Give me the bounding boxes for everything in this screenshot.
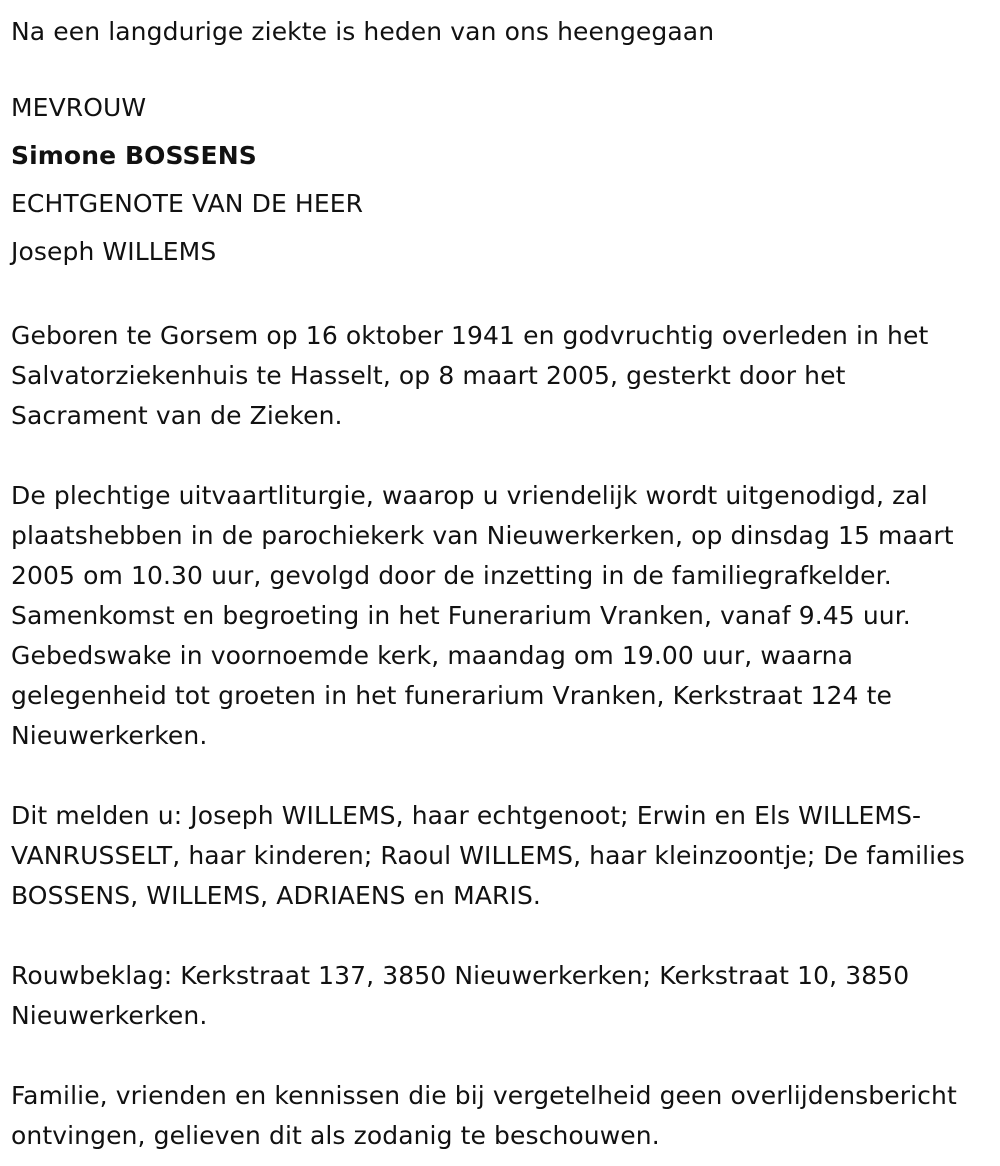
deceased-name: Simone BOSSENS <box>11 141 257 170</box>
announcers-paragraph: Dit melden u: Joseph WILLEMS, haar echtgenoot; Erwin en Els WILLEMS-VANRUSSELT, haar kinderen; Raoul WILLEMS, haar kleinzoontje; De families BOSSENS, WILLEMS, ADRIAENS en MARIS. <box>11 801 965 910</box>
spacer <box>11 916 1000 956</box>
condolences-paragraph: Rouwbeklag: Kerkstraat 137, 3850 Nieuwerkerken; Kerkstraat 10, 3850 Nieuwerkerken. <box>11 961 910 1030</box>
spacer <box>11 1036 1000 1076</box>
funeral-paragraph: De plechtige uitvaartliturgie, waarop u vriendelijk wordt uitgenodigd, zal plaatshebben in de parochiekerk van Nieuwerkerken, op dinsdag 15 maart 2005 om 10.30 uur, gevolgd door de inzetting in de familiegrafkelder. Samenkomst en begroeting in het Funerarium Vranken, vanaf 9.45 uur. Gebedswake in voornoemde kerk, maandag om 19.00 uur, waarna gelegenheid tot groeten in het funerarium Vranken, Kerkstraat 124 te Nieuwerkerken. <box>11 481 954 750</box>
birth-death-paragraph: Geboren te Gorsem op 16 oktober 1941 en godvruchtig overleden in het Salvatorziekenhuis te Hasselt, op 8 maart 2005, gesterkt door het Sacrament van de Zieken. <box>11 321 929 430</box>
closing-paragraph: Familie, vrienden en kennissen die bij vergetelheid geen overlijdensbericht ontvingen, gelieven dit als zodanig te beschouwen. <box>11 1081 957 1150</box>
spacer <box>11 436 1000 476</box>
spacer <box>11 756 1000 796</box>
spouse-name: Joseph WILLEMS <box>11 237 217 266</box>
relation-text: ECHTGENOTE VAN DE HEER <box>11 189 364 218</box>
spacer <box>11 56 1000 84</box>
spacer <box>11 276 1000 316</box>
intro-text: Na een langdurige ziekte is heden van ons heengegaan <box>11 17 715 46</box>
title-text: MEVROUW <box>11 93 147 122</box>
